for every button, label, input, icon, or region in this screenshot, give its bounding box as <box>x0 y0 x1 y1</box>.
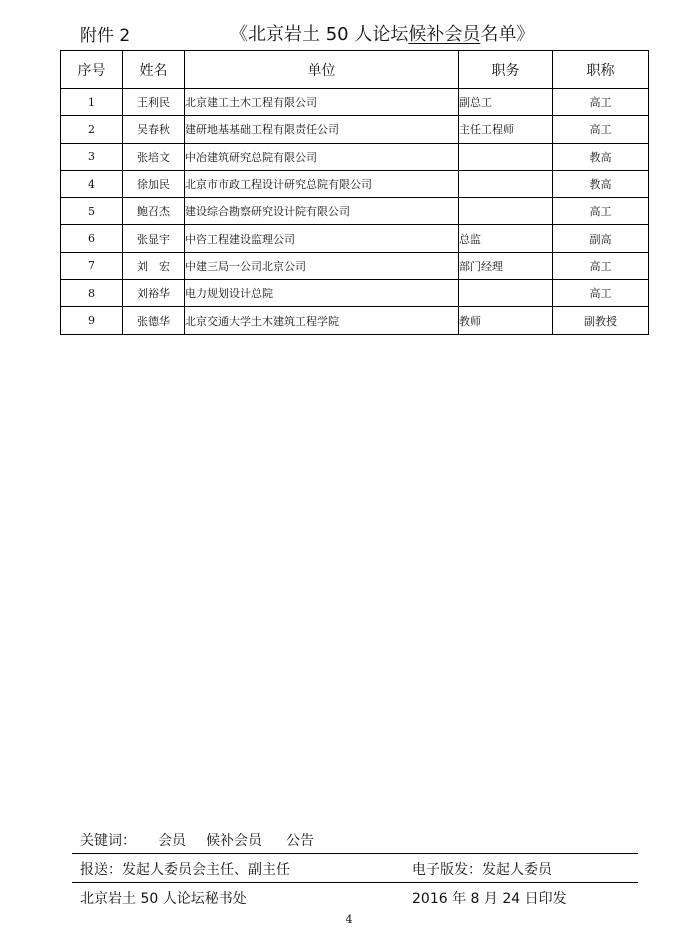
cell-name: 王利民 <box>123 89 185 116</box>
cell-rank: 高工 <box>553 89 649 116</box>
cell-unit: 北京交通大学土木建筑工程学院 <box>185 307 459 334</box>
table-row <box>61 280 649 307</box>
keyword: 公告 <box>286 833 314 849</box>
cell-rank: 教高 <box>553 143 649 170</box>
keyword: 会员 <box>158 833 186 849</box>
cell-unit: 中咨工程建设监理公司 <box>185 225 459 252</box>
cell-unit: 北京市市政工程设计研究总院有限公司 <box>185 170 459 197</box>
keywords-label: 关键词： <box>80 833 136 849</box>
member-table <box>60 50 649 335</box>
cell-post <box>459 280 553 307</box>
cell-rank: 副教授 <box>553 307 649 334</box>
cell-post <box>459 143 553 170</box>
cell-no: 8 <box>61 280 123 307</box>
table-row <box>61 307 649 334</box>
issuer-line <box>72 883 638 911</box>
cell-name: 吴春秋 <box>123 116 185 143</box>
cell-post <box>459 198 553 225</box>
cell-rank: 高工 <box>553 116 649 143</box>
cell-unit: 建研地基基础工程有限责任公司 <box>185 116 459 143</box>
table-row <box>61 116 649 143</box>
column-header-post: 职务 <box>459 51 553 89</box>
cell-unit: 中冶建筑研究总院有限公司 <box>185 143 459 170</box>
cell-post: 部门经理 <box>459 252 553 279</box>
document-title <box>230 20 534 46</box>
cell-rank: 高工 <box>553 252 649 279</box>
cell-unit: 电力规划设计总院 <box>185 280 459 307</box>
cell-post <box>459 170 553 197</box>
cell-no: 4 <box>61 170 123 197</box>
cell-no: 3 <box>61 143 123 170</box>
column-header-rank: 职称 <box>553 51 649 89</box>
cell-rank: 高工 <box>553 280 649 307</box>
cell-rank: 教高 <box>553 170 649 197</box>
title-underlined-part: 候补会员 <box>408 24 481 45</box>
cell-no: 1 <box>61 89 123 116</box>
print-date: 2016 年 8 月 24 日印发 <box>412 891 567 907</box>
cell-no: 9 <box>61 307 123 334</box>
column-header-no: 序号 <box>61 51 123 89</box>
table-row <box>61 143 649 170</box>
keywords-line <box>72 825 638 854</box>
cell-name: 刘裕华 <box>123 280 185 307</box>
cell-post: 教师 <box>459 307 553 334</box>
cell-no: 2 <box>61 116 123 143</box>
table-row <box>61 89 649 116</box>
cell-name: 张显宇 <box>123 225 185 252</box>
cell-name: 徐加民 <box>123 170 185 197</box>
cell-unit: 北京建工土木工程有限公司 <box>185 89 459 116</box>
column-header-name: 姓名 <box>123 51 185 89</box>
table-row <box>61 252 649 279</box>
cell-post: 副总工 <box>459 89 553 116</box>
cell-unit: 建设综合勘察研究设计院有限公司 <box>185 198 459 225</box>
attachment-label: 附件 2 <box>80 26 131 46</box>
title-prefix: 《北京岩土 50 人论坛 <box>230 24 409 45</box>
cell-name: 刘 宏 <box>123 252 185 279</box>
cell-post: 主任工程师 <box>459 116 553 143</box>
electronic-version: 电子版发：发起人委员 <box>412 862 552 878</box>
column-header-unit: 单位 <box>185 51 459 89</box>
distribution-line <box>72 854 638 883</box>
cell-unit: 中建三局一公司北京公司 <box>185 252 459 279</box>
document-header <box>0 18 698 46</box>
page-number: 4 <box>345 913 353 926</box>
cell-no: 7 <box>61 252 123 279</box>
table-row <box>61 198 649 225</box>
issuer: 北京岩土 50 人论坛秘书处 <box>80 891 247 907</box>
table-header-row <box>61 51 649 89</box>
cell-post: 总监 <box>459 225 553 252</box>
cell-name: 张培文 <box>123 143 185 170</box>
cell-name: 鲍召杰 <box>123 198 185 225</box>
table-row <box>61 225 649 252</box>
cell-rank: 副高 <box>553 225 649 252</box>
cell-no: 6 <box>61 225 123 252</box>
sent-to: 报送：发起人委员会主任、副主任 <box>80 862 290 878</box>
keyword: 候补会员 <box>206 833 262 849</box>
cell-rank: 高工 <box>553 198 649 225</box>
table-row <box>61 170 649 197</box>
cell-no: 5 <box>61 198 123 225</box>
document-footer <box>72 825 638 911</box>
title-suffix: 名单》 <box>480 24 535 45</box>
cell-name: 张德华 <box>123 307 185 334</box>
